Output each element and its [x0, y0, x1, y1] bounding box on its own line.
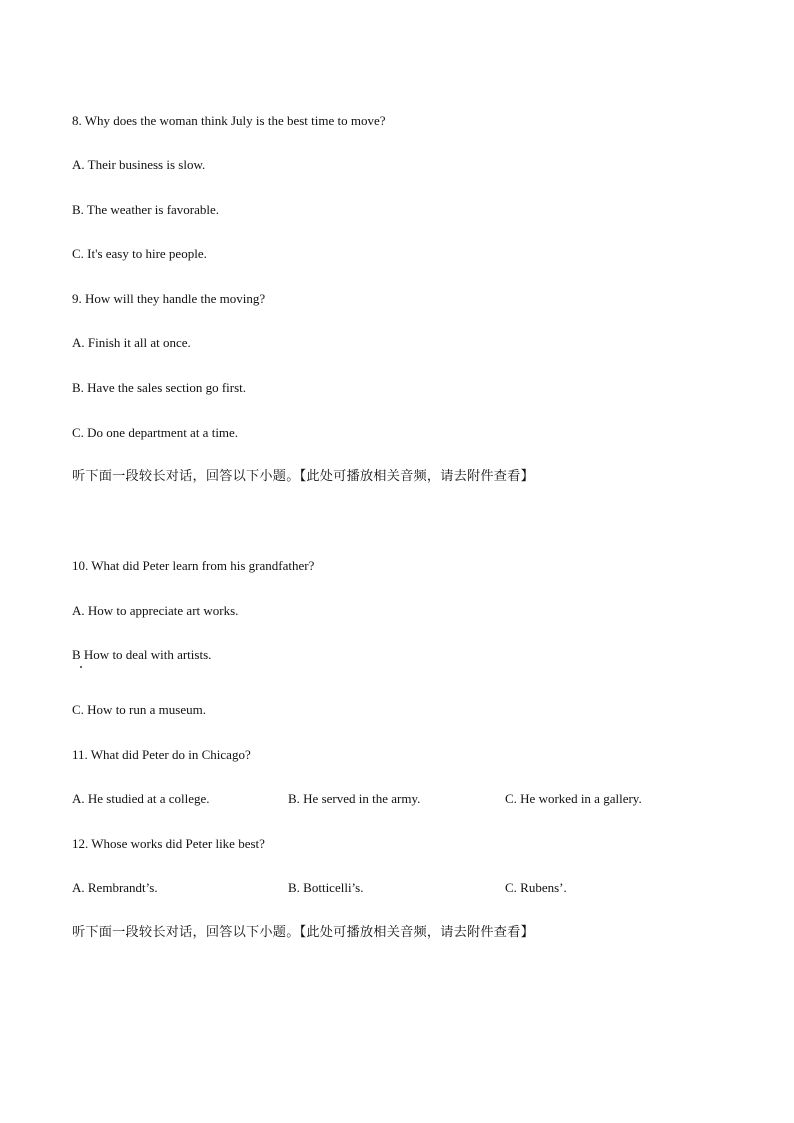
q8-option-b: B. The weather is favorable. [72, 202, 220, 217]
q11-option-b: B. He served in the army. [288, 791, 421, 806]
q12-options-row [72, 880, 712, 896]
listening-instruction-2: 听下面一段较长对话，回答以下小题。【此处可播放相关音频，请去附件查看】 [72, 925, 534, 940]
q9-option-b: B. Have the sales section go first. [72, 380, 247, 395]
q10-option-a: A. How to appreciate art works. [72, 603, 239, 618]
q11-option-c: C. He worked in a gallery. [505, 791, 642, 806]
q10-option-c: C. How to run a museum. [72, 702, 206, 717]
q11-options-row [72, 791, 712, 807]
q8-question: 8. Why does the woman think July is the best time to move? [72, 113, 386, 128]
q8-option-c: C. It's easy to hire people. [72, 246, 207, 261]
q11-option-a: A. He studied at a college. [72, 791, 210, 806]
q10-option-b: B How to deal with artists. [72, 647, 212, 662]
q12-option-c: C. Rubens’. [505, 880, 567, 895]
q10-question: 10. What did Peter learn from his grandfather? [72, 558, 315, 573]
stray-dot-mark [80, 666, 82, 668]
q9-option-c: C. Do one department at a time. [72, 425, 239, 440]
q12-option-b: B. Botticelli’s. [288, 880, 364, 895]
q9-option-a: A. Finish it all at once. [72, 335, 191, 350]
q12-option-a: A. Rembrandt’s. [72, 880, 158, 895]
q8-option-a: A. Their business is slow. [72, 157, 206, 172]
q11-question: 11. What did Peter do in Chicago? [72, 747, 251, 762]
listening-instruction-1: 听下面一段较长对话，回答以下小题。【此处可播放相关音频，请去附件查看】 [72, 469, 534, 484]
q9-question: 9. How will they handle the moving? [72, 291, 266, 306]
q12-question: 12. Whose works did Peter like best? [72, 836, 265, 851]
